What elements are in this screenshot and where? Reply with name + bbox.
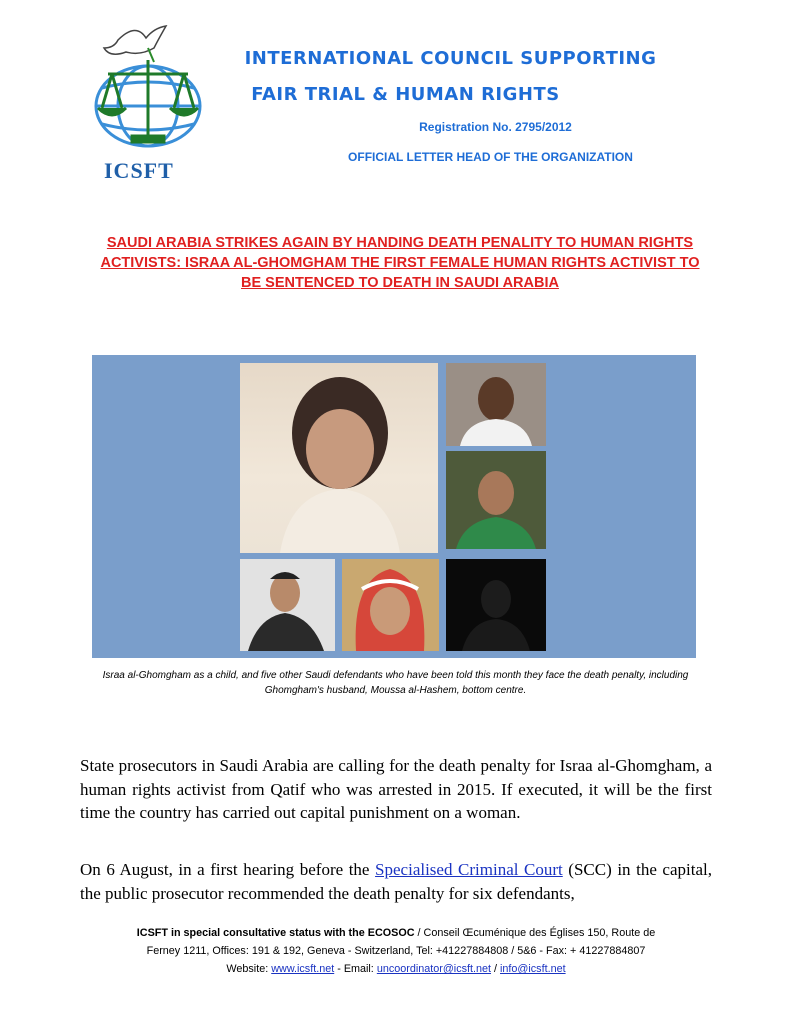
- website-link[interactable]: www.icsft.net: [271, 963, 335, 975]
- letter-footer: [60, 924, 732, 978]
- body-paragraph-1: State prosecutors in Saudi Arabia are calling for the death penalty for Israa al-Ghomgham, a human rights activist from Qatif who was arrested in 2015. If executed, it will be the first time the country has carried out capital punishment on a woman.: [80, 756, 712, 822]
- org-name-line2: FAIR TRIAL & HUMAN RIGHTS: [251, 84, 560, 105]
- email-link-info[interactable]: info@icsft.net: [500, 963, 566, 975]
- article-headline: SAUDI ARABIA STRIKES AGAIN BY HANDING DEATH PENALITY TO HUMAN RIGHTS ACTIVISTS: ISRAA AL-GHOMGHAM THE FIRST FEMALE HUMAN RIGHTS ACTIVIST TO BE SENTENCED TO DEATH IN SAUDI ARABIA: [100, 235, 700, 291]
- footer-address: / Conseil Œcuménique des Églises 150, Route de: [414, 927, 656, 939]
- email-label: - Email:: [334, 963, 377, 975]
- registration-number: Registration No. 2795/2012: [419, 120, 572, 134]
- portrait-4: [342, 559, 439, 651]
- letterhead-label: OFFICIAL LETTER HEAD OF THE ORGANIZATION: [348, 150, 633, 164]
- photo-defendant-3: [240, 559, 335, 651]
- footer-line-2: Ferney 1211, Offices: 191 & 192, Geneva - Switzerland, Tel: +41227884808 / 5&6 - Fax: + 41227884807: [146, 945, 646, 957]
- photo-defendant-1: [446, 363, 546, 446]
- portrait-2: [446, 451, 546, 549]
- email-separator: /: [491, 963, 501, 975]
- body-paragraph-2: [80, 858, 712, 905]
- scc-link[interactable]: Specialised Criminal Court: [375, 860, 563, 879]
- website-label: Website:: [226, 963, 272, 975]
- email-link-coordinator[interactable]: uncoordinator@icsft.net: [376, 963, 492, 975]
- portrait-5: [446, 559, 546, 651]
- logo-wordmark: ICSFT: [104, 158, 174, 183]
- paragraph-text: On 6 August, in a first hearing before the: [80, 860, 376, 879]
- portrait-3: [240, 559, 335, 651]
- child-portrait: [240, 363, 438, 553]
- org-name-line1: INTERNATIONAL COUNCIL SUPPORTING: [244, 48, 657, 69]
- photo-moussa-al-hashem: [342, 559, 439, 651]
- photo-collage: [92, 355, 696, 658]
- photo-defendant-5: [446, 559, 546, 651]
- photo-defendant-2: [446, 451, 546, 549]
- photo-caption: Israa al-Ghomgham as a child, and five other Saudi defendants who have been told this month they face the death penalty, including Ghomgham's husband, Moussa al-Hashem, bottom centre.: [102, 670, 689, 696]
- portrait-1: [446, 363, 546, 446]
- photo-israa-child: [240, 363, 438, 553]
- ecosoc-status: ICSFT in special consultative status with the ECOSOC: [136, 927, 415, 939]
- footer-line-3: [60, 960, 732, 978]
- footer-line-1: [60, 924, 732, 942]
- paragraph-text: (SCC) in the capital, the public prosecutor recommended the death penalty for six defendants,: [80, 860, 712, 903]
